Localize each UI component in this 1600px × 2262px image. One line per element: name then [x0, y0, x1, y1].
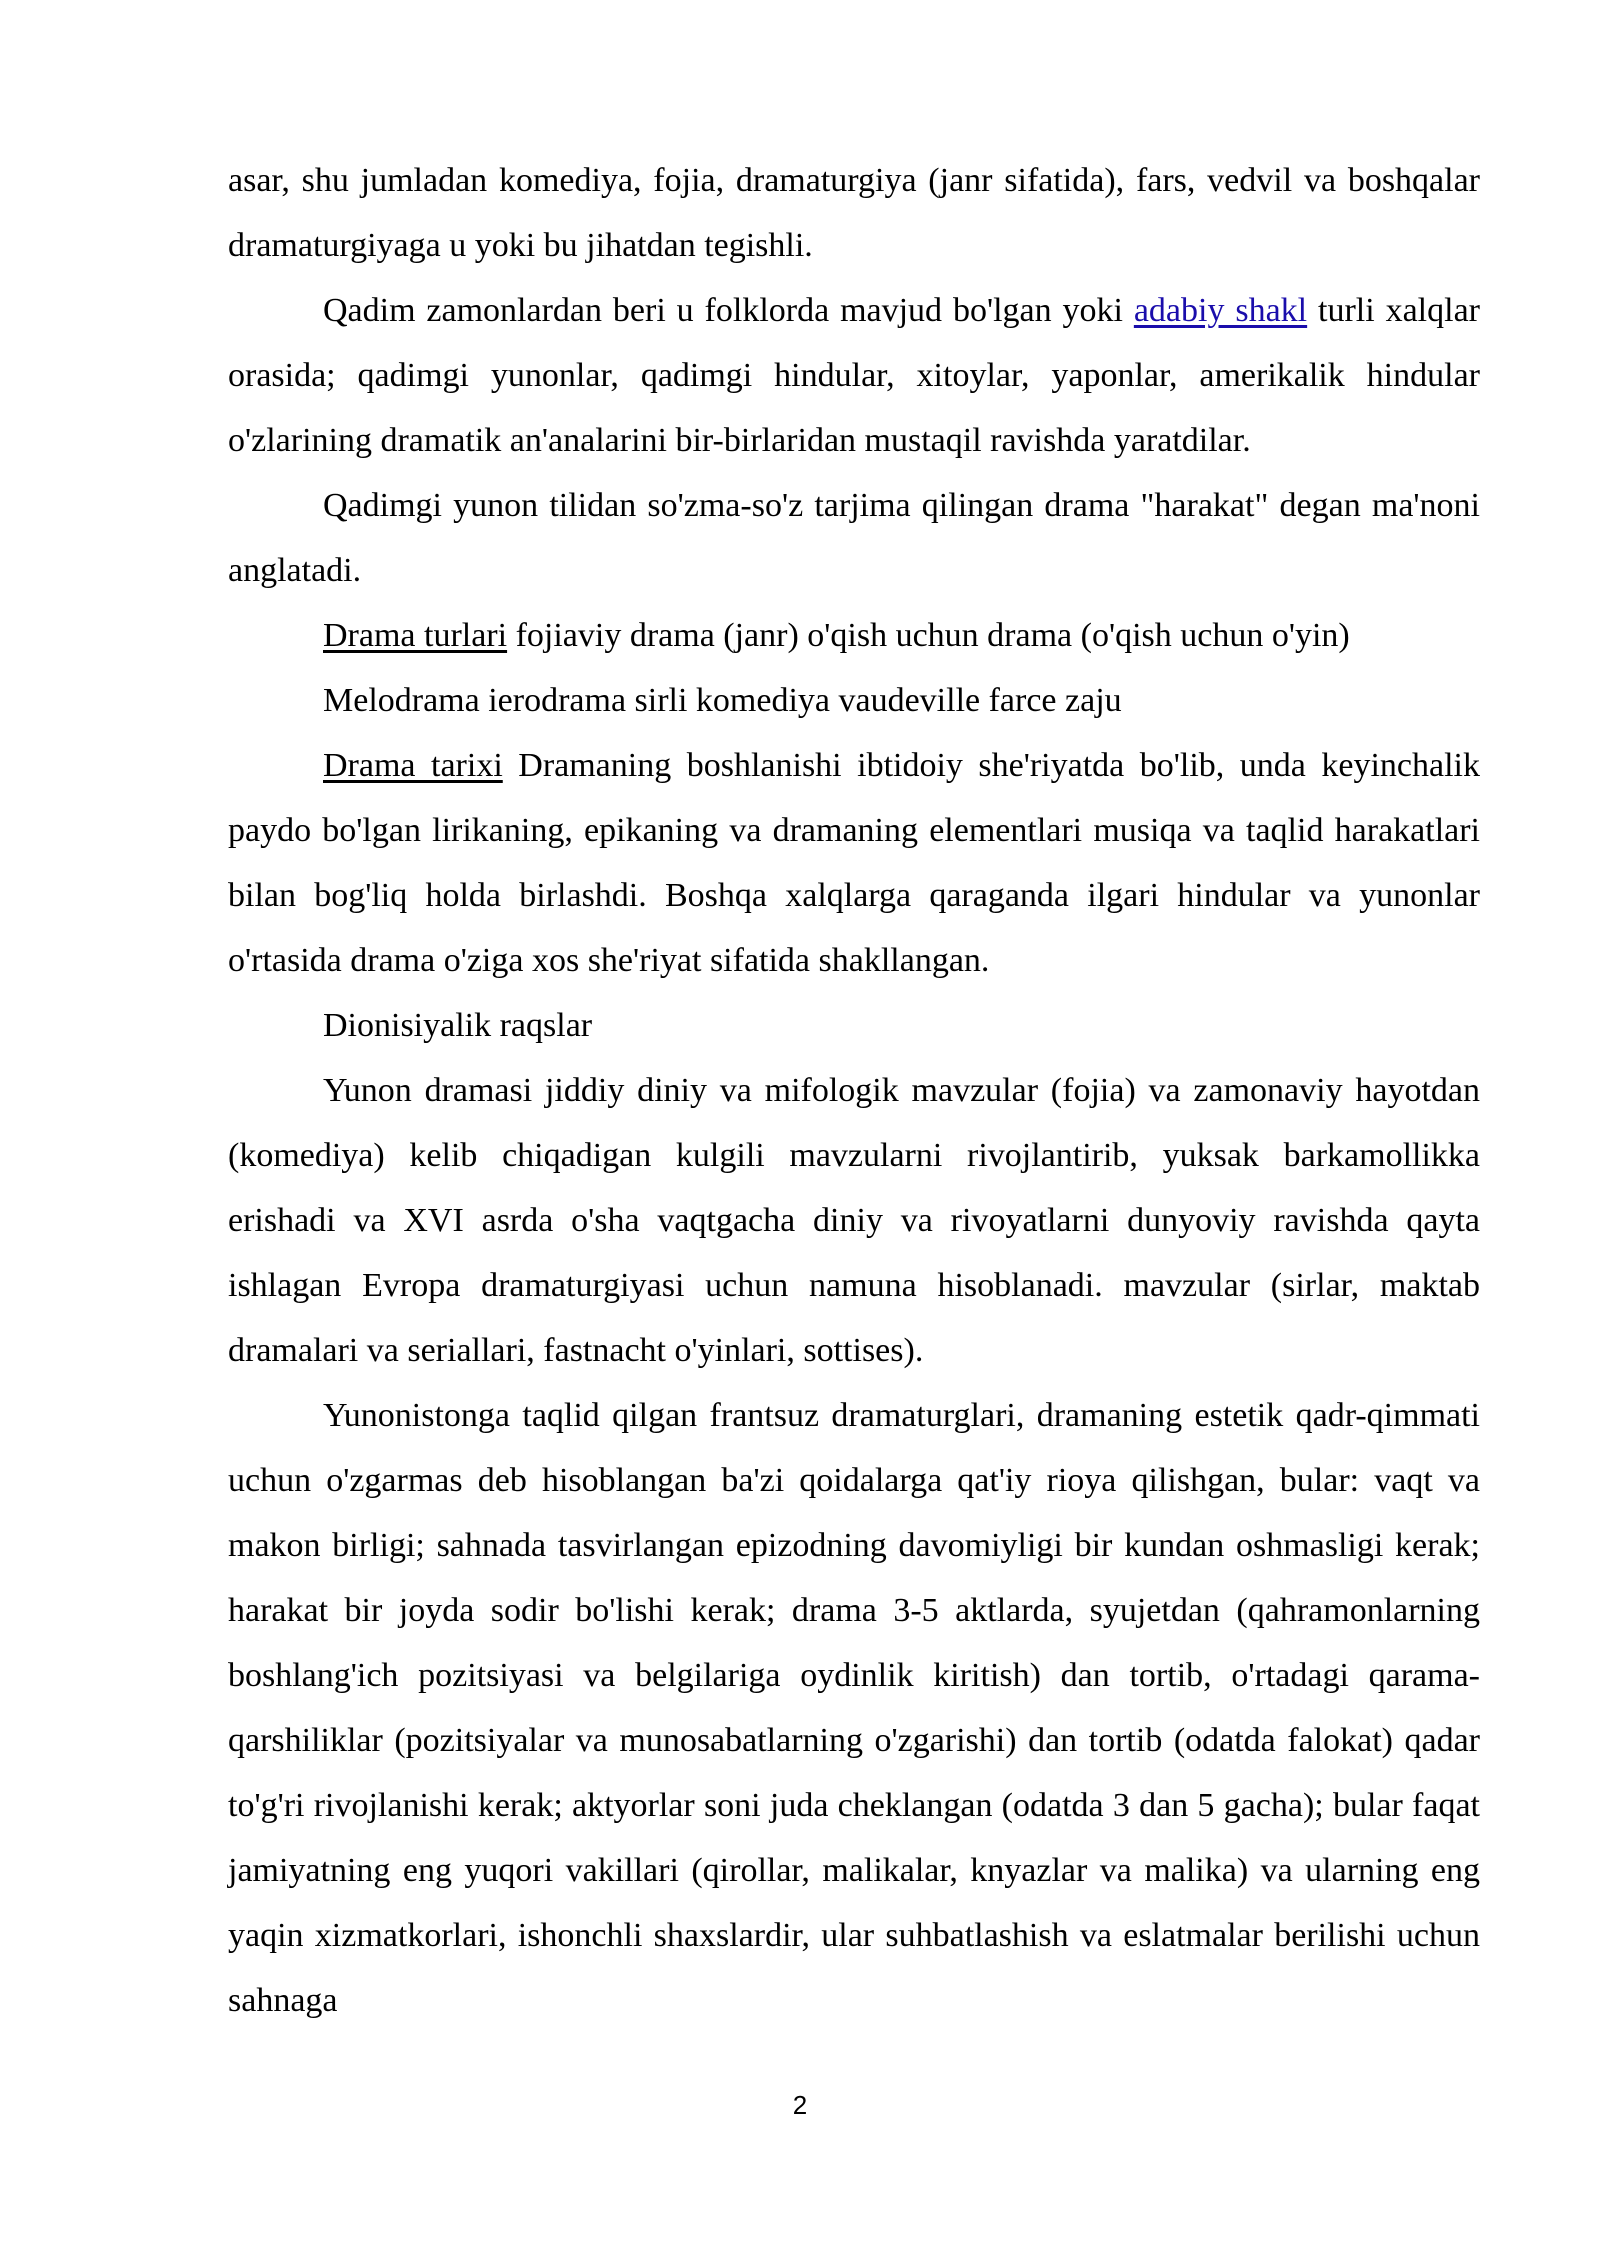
paragraph-text: asar, shu jumladan komediya, fojia, dramaturgiya (janr sifatida), fars, vedvil va boshqalar dramaturgiyaga u yoki bu jihatdan tegishli. [228, 162, 1480, 264]
paragraph [228, 733, 1480, 993]
paragraph-text: turli xalqlar orasida; qadimgi yunonlar, qadimgi hindular, xitoylar, yaponlar, amerikalik hindular o'zlarining dramatik an'analarini bir-birlaridan mustaqil ravishda yaratdilar. [228, 292, 1480, 459]
document-body [228, 148, 1480, 2033]
paragraph [228, 1058, 1480, 1383]
section-link[interactable]: Drama turlari [323, 617, 508, 654]
page-number: 2 [792, 2090, 808, 2120]
paragraph-text: fojiaviy drama (janr) o'qish uchun drama (o'qish uchun o'yin) [507, 617, 1350, 654]
paragraph [228, 148, 1480, 278]
paragraph-text: Dramaning boshlanishi ibtidoiy she'riyatda bo'lib, unda keyinchalik paydo bo'lgan lirikaning, epikaning va dramaning elementlari musiqa va taqlid harakatlari bilan bog'liq holda birlashdi. Boshqa xalqlarga qaraganda ilgari hindular va yunonlar o'rtasida drama o'ziga xos she'riyat sifatida shakllangan. [228, 747, 1480, 979]
paragraph [228, 278, 1480, 473]
paragraph-text: Yunonistonga taqlid qilgan frantsuz dramaturglari, dramaning estetik qadr-qimmati uchun o'zgarmas deb hisoblangan ba'zi qoidalarga qat'iy rioya qilishgan, bular: vaqt va makon birligi; sahnada tasvirlangan epizodning davomiyligi bir kundan oshmasligi kerak; harakat bir joyda sodir bo'lishi kerak; drama 3-5 aktlarda, syujetdan (qahramonlarning boshlang'ich pozitsiyasi va belgilariga oydinlik kiritish) dan tortib, o'rtadagi qarama-qarshiliklar (pozitsiyalar va munosabatlarning o'zgarishi) dan tortib (odatda falokat) qadar to'g'ri rivojlanishi kerak; aktyorlar soni juda cheklangan (odatda 3 dan 5 gacha); bular faqat jamiyatning eng yuqori vakillari (qirollar, malikalar, knyazlar va malika) va ularning eng yaqin xizmatkorlari, ishonchli shaxslardir, ular suhbatlashish va eslatmalar berilishi uchun sahnaga [228, 1397, 1480, 2019]
paragraph-text: Qadimgi yunon tilidan so'zma-so'z tarjima qilingan drama "harakat" degan ma'noni anglatadi. [228, 487, 1480, 589]
paragraph-text: Qadim zamonlardan beri u folklorda mavjud bo'lgan yoki [323, 292, 1134, 329]
section-link[interactable]: Drama tarixi [323, 747, 503, 784]
paragraph [228, 1383, 1480, 2033]
paragraph [228, 993, 1480, 1058]
paragraph-text: Yunon dramasi jiddiy diniy va mifologik mavzular (fojia) va zamonaviy hayotdan (komediya) kelib chiqadigan kulgili mavzularni rivojlantirib, yuksak barkamollikka erishadi va XVI asrda o'sha vaqtgacha diniy va rivoyatlarni dunyoviy ravishda qayta ishlagan Evropa dramaturgiyasi uchun namuna hisoblanadi. mavzular (sirlar, maktab dramalari va seriallari, fastnacht o'yinlari, sottises). [228, 1072, 1480, 1369]
paragraph [228, 668, 1480, 733]
hyperlink-adabiy-shakl[interactable]: adabiy shakl [1133, 292, 1308, 329]
paragraph [228, 603, 1480, 668]
paragraph-text: Dionisiyalik raqslar [323, 1007, 593, 1044]
paragraph [228, 473, 1480, 603]
paragraph-text: Melodrama ierodrama sirli komediya vaudeville farce zaju [323, 682, 1122, 719]
